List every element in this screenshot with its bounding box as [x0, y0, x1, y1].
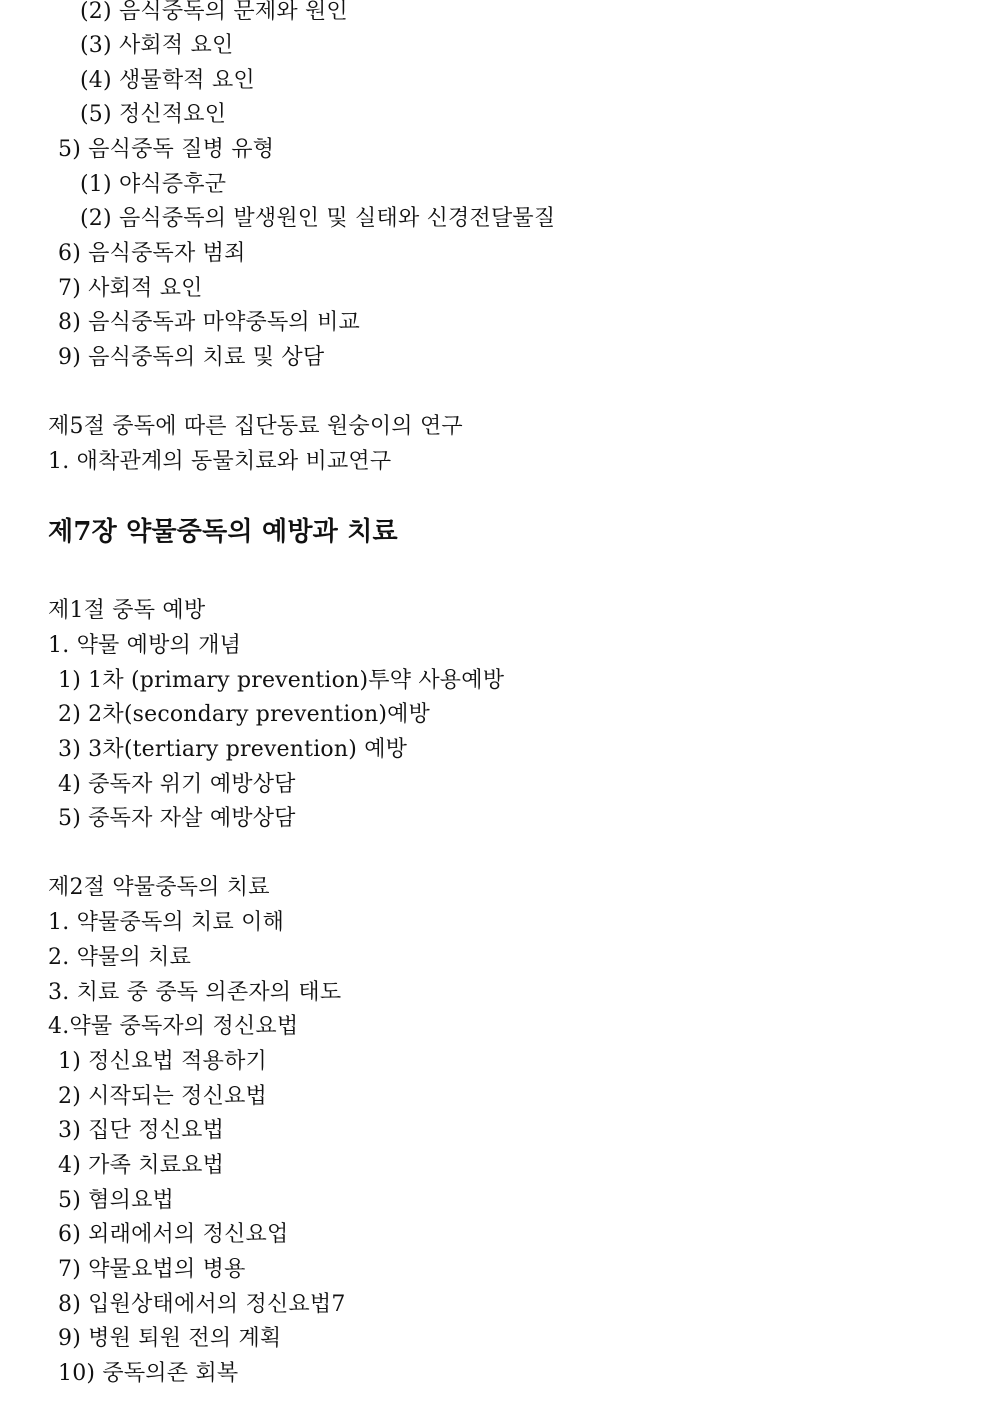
toc-line: 3. 치료 중 중독 의존자의 태도 [48, 980, 342, 1005]
toc-line: 4.약물 중독자의 정신요법 [48, 1014, 299, 1039]
section-heading: 제5절 중독에 따른 집단동료 원숭이의 연구 [48, 414, 463, 439]
toc-line: 6) 외래에서의 정신요업 [58, 1222, 289, 1247]
toc-line: 3) 집단 정신요법 [58, 1118, 225, 1143]
toc-line: 1) 정신요법 적용하기 [58, 1049, 267, 1074]
toc-line: 2) 2차(secondary prevention)예방 [58, 702, 431, 727]
toc-line: 9) 병원 퇴원 전의 계획 [58, 1326, 282, 1351]
toc-line: (4) 생물학적 요인 [80, 68, 255, 93]
toc-line: (2) 음식중독의 문제와 원인 [80, 0, 348, 24]
toc-line: 1) 1차 (primary prevention)투약 사용예방 [58, 668, 505, 693]
toc-line: 4) 중독자 위기 예방상담 [58, 772, 296, 797]
toc-line: (5) 정신적요인 [80, 102, 227, 127]
toc-line: 5) 음식중독 질병 유형 [58, 137, 275, 162]
toc-line: 9) 음식중독의 치료 및 상담 [58, 345, 325, 370]
toc-line: 5) 혐의요법 [58, 1188, 174, 1213]
chapter-title: 제7장 약물중독의 예방과 치료 [48, 517, 398, 547]
toc-line: 1. 애착관계의 동물치료와 비교연구 [48, 449, 392, 474]
toc-line: 2. 약물의 치료 [48, 945, 192, 970]
toc-line: 7) 사회적 요인 [58, 276, 203, 301]
toc-line: 2) 시작되는 정신요법 [58, 1084, 267, 1109]
toc-line: 6) 음식중독자 범죄 [58, 241, 246, 266]
toc-line: 5) 중독자 자살 예방상담 [58, 806, 296, 831]
section-heading: 제1절 중독 예방 [48, 598, 206, 623]
toc-line: 8) 음식중독과 마약중독의 비교 [58, 310, 360, 335]
toc-line: (2) 음식중독의 발생원인 및 실태와 신경전달물질 [80, 206, 556, 231]
toc-line: 8) 입원상태에서의 정신요법7 [58, 1292, 346, 1317]
toc-line: 1. 약물중독의 치료 이해 [48, 910, 285, 935]
toc-line: (1) 야식증후군 [80, 172, 227, 197]
toc-line: 7) 약물요법의 병용 [58, 1257, 246, 1282]
toc-line: 1. 약물 예방의 개념 [48, 633, 242, 658]
toc-line: 3) 3차(tertiary prevention) 예방 [58, 737, 408, 762]
section-heading: 제2절 약물중독의 치료 [48, 875, 270, 900]
toc-line: (3) 사회적 요인 [80, 33, 234, 58]
toc-line: 4) 가족 치료요법 [58, 1153, 225, 1178]
toc-line: 10) 중독의존 회복 [58, 1361, 239, 1386]
